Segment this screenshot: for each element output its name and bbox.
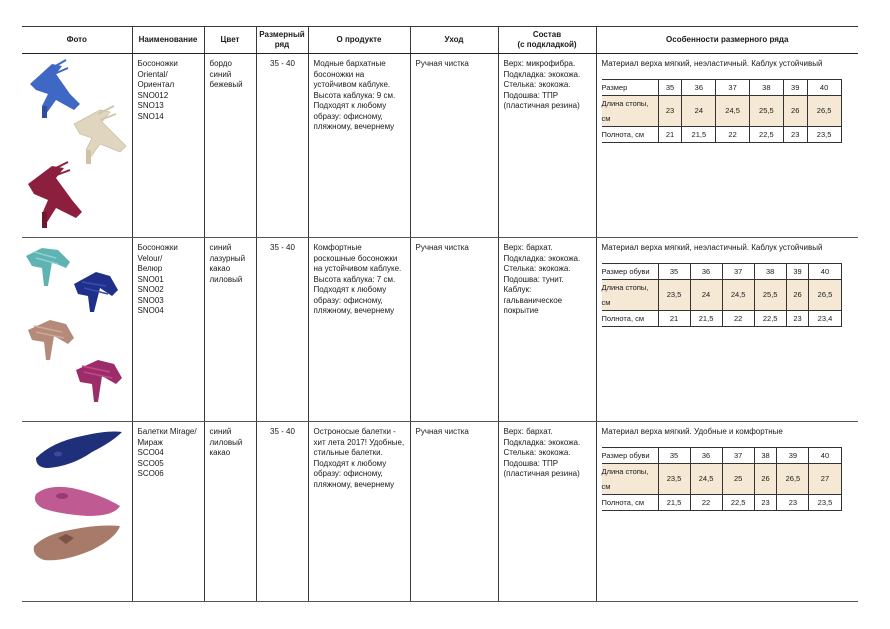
- size-cell: 35: [658, 79, 682, 95]
- width-cell: 23: [777, 494, 809, 510]
- product-colors: синий лазурный какао лиловый: [204, 238, 256, 422]
- sandal-image-cocoa: [28, 320, 74, 360]
- size-cell: 37: [722, 263, 754, 279]
- size-cell: 36: [690, 263, 722, 279]
- product-composition: Верх: бархат. Подкладка: экокожа. Стелька: экокожа. Подошва: тунит. Каблук: гальваническое покрытие: [498, 238, 596, 422]
- width-cell: 22: [722, 310, 754, 326]
- header-care: Уход: [410, 27, 498, 54]
- size-cell: 38: [749, 79, 783, 95]
- size-cell: 35: [658, 263, 690, 279]
- size-chart-row-length: [602, 95, 842, 126]
- size-cell: 40: [809, 263, 841, 279]
- width-cell: 22,5: [754, 310, 786, 326]
- size-label: Размер обуви: [602, 447, 659, 463]
- photo-mirage-flats: [22, 422, 132, 601]
- product-name: Балетки Mirage/ Мираж SCO04 SCO05 SCO06: [132, 422, 204, 602]
- length-label: Длина стопы, см: [602, 95, 659, 126]
- length-cell: 24: [690, 279, 722, 310]
- sandal-image-lilac: [76, 360, 122, 402]
- flat-image-lilac: [35, 487, 120, 516]
- length-cell: 26: [783, 95, 807, 126]
- header-color: Цвет: [204, 27, 256, 54]
- width-label: Полнота, см: [602, 126, 659, 142]
- header-row: [22, 27, 858, 54]
- width-label: Полнота, см: [602, 494, 659, 510]
- product-about: Модные бархатные босоножки на устойчивом каблуке. Высота каблука: 9 см. Подходят к любому образу: офисному, пляжному, вечернему: [308, 54, 410, 238]
- size-chart: [602, 447, 842, 511]
- flat-image-cocoa: [34, 526, 120, 561]
- product-row-velour: [22, 238, 858, 422]
- header-features: Особенности размерного ряда: [596, 27, 858, 54]
- width-cell: 21,5: [690, 310, 722, 326]
- length-cell: 25: [722, 463, 754, 494]
- size-chart-row-size: [602, 447, 842, 463]
- product-size-range: 35 - 40: [256, 238, 308, 422]
- width-cell: 23,5: [809, 494, 841, 510]
- product-colors: бордо синий бежевый: [204, 54, 256, 238]
- product-table: [22, 26, 858, 602]
- size-cell: 39: [783, 79, 807, 95]
- width-label: Полнота, см: [602, 310, 659, 326]
- product-composition: Верх: микрофибра. Подкладка: экокожа. Стелька: экокожа. Подошва: ТПР (пластичная резина): [498, 54, 596, 238]
- width-cell: 23: [786, 310, 809, 326]
- width-cell: 21: [658, 126, 682, 142]
- flat-image-navy: [36, 432, 122, 469]
- product-photo-cell: [22, 54, 132, 238]
- size-chart-row-width: [602, 310, 842, 326]
- sandal-image-navy: [74, 272, 118, 312]
- length-label: Длина стопы, см: [602, 463, 659, 494]
- length-cell: 24: [682, 95, 716, 126]
- header-photo: Фото: [22, 27, 132, 54]
- header-about: О продукте: [308, 27, 410, 54]
- length-cell: 26,5: [807, 95, 841, 126]
- size-cell: 36: [682, 79, 716, 95]
- size-cell: 38: [754, 263, 786, 279]
- width-cell: 22,5: [722, 494, 754, 510]
- product-photo-cell: [22, 422, 132, 602]
- product-row-oriental: [22, 54, 858, 238]
- size-cell: 39: [777, 447, 809, 463]
- product-sheet: [22, 26, 858, 602]
- size-cell: 38: [754, 447, 777, 463]
- width-cell: 23: [783, 126, 807, 142]
- size-label: Размер: [602, 79, 659, 95]
- header-composition: Состав (с подкладкой): [498, 27, 596, 54]
- product-photo-cell: [22, 238, 132, 422]
- feature-title: Материал верха мягкий, неэластичный. Каблук устойчивый: [601, 243, 823, 252]
- feature-title: Материал верха мягкий, неэластичный. Каблук устойчивый: [601, 59, 823, 68]
- product-features: [596, 422, 858, 602]
- length-cell: 26: [754, 463, 777, 494]
- size-chart: [602, 263, 842, 327]
- width-cell: 21: [658, 310, 690, 326]
- length-cell: 26: [786, 279, 809, 310]
- width-cell: 22,5: [749, 126, 783, 142]
- length-cell: 23: [658, 95, 682, 126]
- length-cell: 24,5: [690, 463, 722, 494]
- product-composition: Верх: бархат. Подкладка: экокожа. Стелька: экокожа. Подошва: ТПР (пластичная резина): [498, 422, 596, 602]
- length-cell: 24,5: [722, 279, 754, 310]
- size-cell: 39: [786, 263, 809, 279]
- size-cell: 37: [716, 79, 750, 95]
- length-cell: 26,5: [777, 463, 809, 494]
- product-care: Ручная чистка: [410, 422, 498, 602]
- size-chart: [602, 79, 842, 143]
- header-name: Наименование: [132, 27, 204, 54]
- product-size-range: 35 - 40: [256, 54, 308, 238]
- length-cell: 26,5: [809, 279, 841, 310]
- width-cell: 22: [716, 126, 750, 142]
- product-features: [596, 238, 858, 422]
- width-cell: 21,5: [682, 126, 716, 142]
- size-chart-row-width: [602, 494, 842, 510]
- product-about: Остроносые балетки - хит лета 2017! Удобные, стильные балетки. Подходят к любому образу: офисному, пляжному, вечернему: [308, 422, 410, 602]
- size-chart-row-size: [602, 263, 842, 279]
- length-cell: 25,5: [749, 95, 783, 126]
- product-name: Босоножки Velour/ Велюр SNO01 SNO02 SNO03 SNO04: [132, 238, 204, 422]
- sandal-image-beige: [74, 106, 126, 164]
- size-chart-row-width: [602, 126, 842, 142]
- width-cell: 22: [690, 494, 722, 510]
- length-cell: 23,5: [658, 463, 690, 494]
- width-cell: 23,5: [807, 126, 841, 142]
- sandal-image-blue: [30, 60, 80, 118]
- size-cell: 40: [809, 447, 841, 463]
- product-row-mirage: [22, 422, 858, 602]
- length-cell: 27: [809, 463, 841, 494]
- length-cell: 25,5: [754, 279, 786, 310]
- sandal-image-burgundy: [28, 162, 82, 228]
- size-label: Размер обуви: [602, 263, 659, 279]
- width-cell: 23,4: [809, 310, 841, 326]
- size-cell: 36: [690, 447, 722, 463]
- size-chart-row-length: [602, 279, 842, 310]
- size-chart-row-length: [602, 463, 842, 494]
- width-cell: 21,5: [658, 494, 690, 510]
- product-care: Ручная чистка: [410, 54, 498, 238]
- length-cell: 23,5: [658, 279, 690, 310]
- photo-oriental-sandals: [22, 54, 132, 237]
- product-size-range: 35 - 40: [256, 422, 308, 602]
- product-colors: синий лиловый какао: [204, 422, 256, 602]
- width-cell: 23: [754, 494, 777, 510]
- sandal-image-turquoise: [26, 248, 70, 286]
- product-care: Ручная чистка: [410, 238, 498, 422]
- length-cell: 24,5: [716, 95, 750, 126]
- feature-title: Материал верха мягкий. Удобные и комфортные: [601, 427, 783, 436]
- size-cell: 37: [722, 447, 754, 463]
- size-cell: 40: [807, 79, 841, 95]
- size-cell: 35: [658, 447, 690, 463]
- product-name: Босоножки Oriental/Ориентал SNO012 SNO13 SNO14: [132, 54, 204, 238]
- header-size-range: Размерный ряд: [256, 27, 308, 54]
- product-about: Комфортные роскошные босоножки на устойчивом каблуке. Высота каблука: 7 см. Подходят к любому образу: офисному, пляжному, вечернему: [308, 238, 410, 422]
- length-label: Длина стопы, см: [602, 279, 659, 310]
- size-chart-row-size: [602, 79, 842, 95]
- product-features: [596, 54, 858, 238]
- photo-velour-sandals: [22, 238, 132, 421]
